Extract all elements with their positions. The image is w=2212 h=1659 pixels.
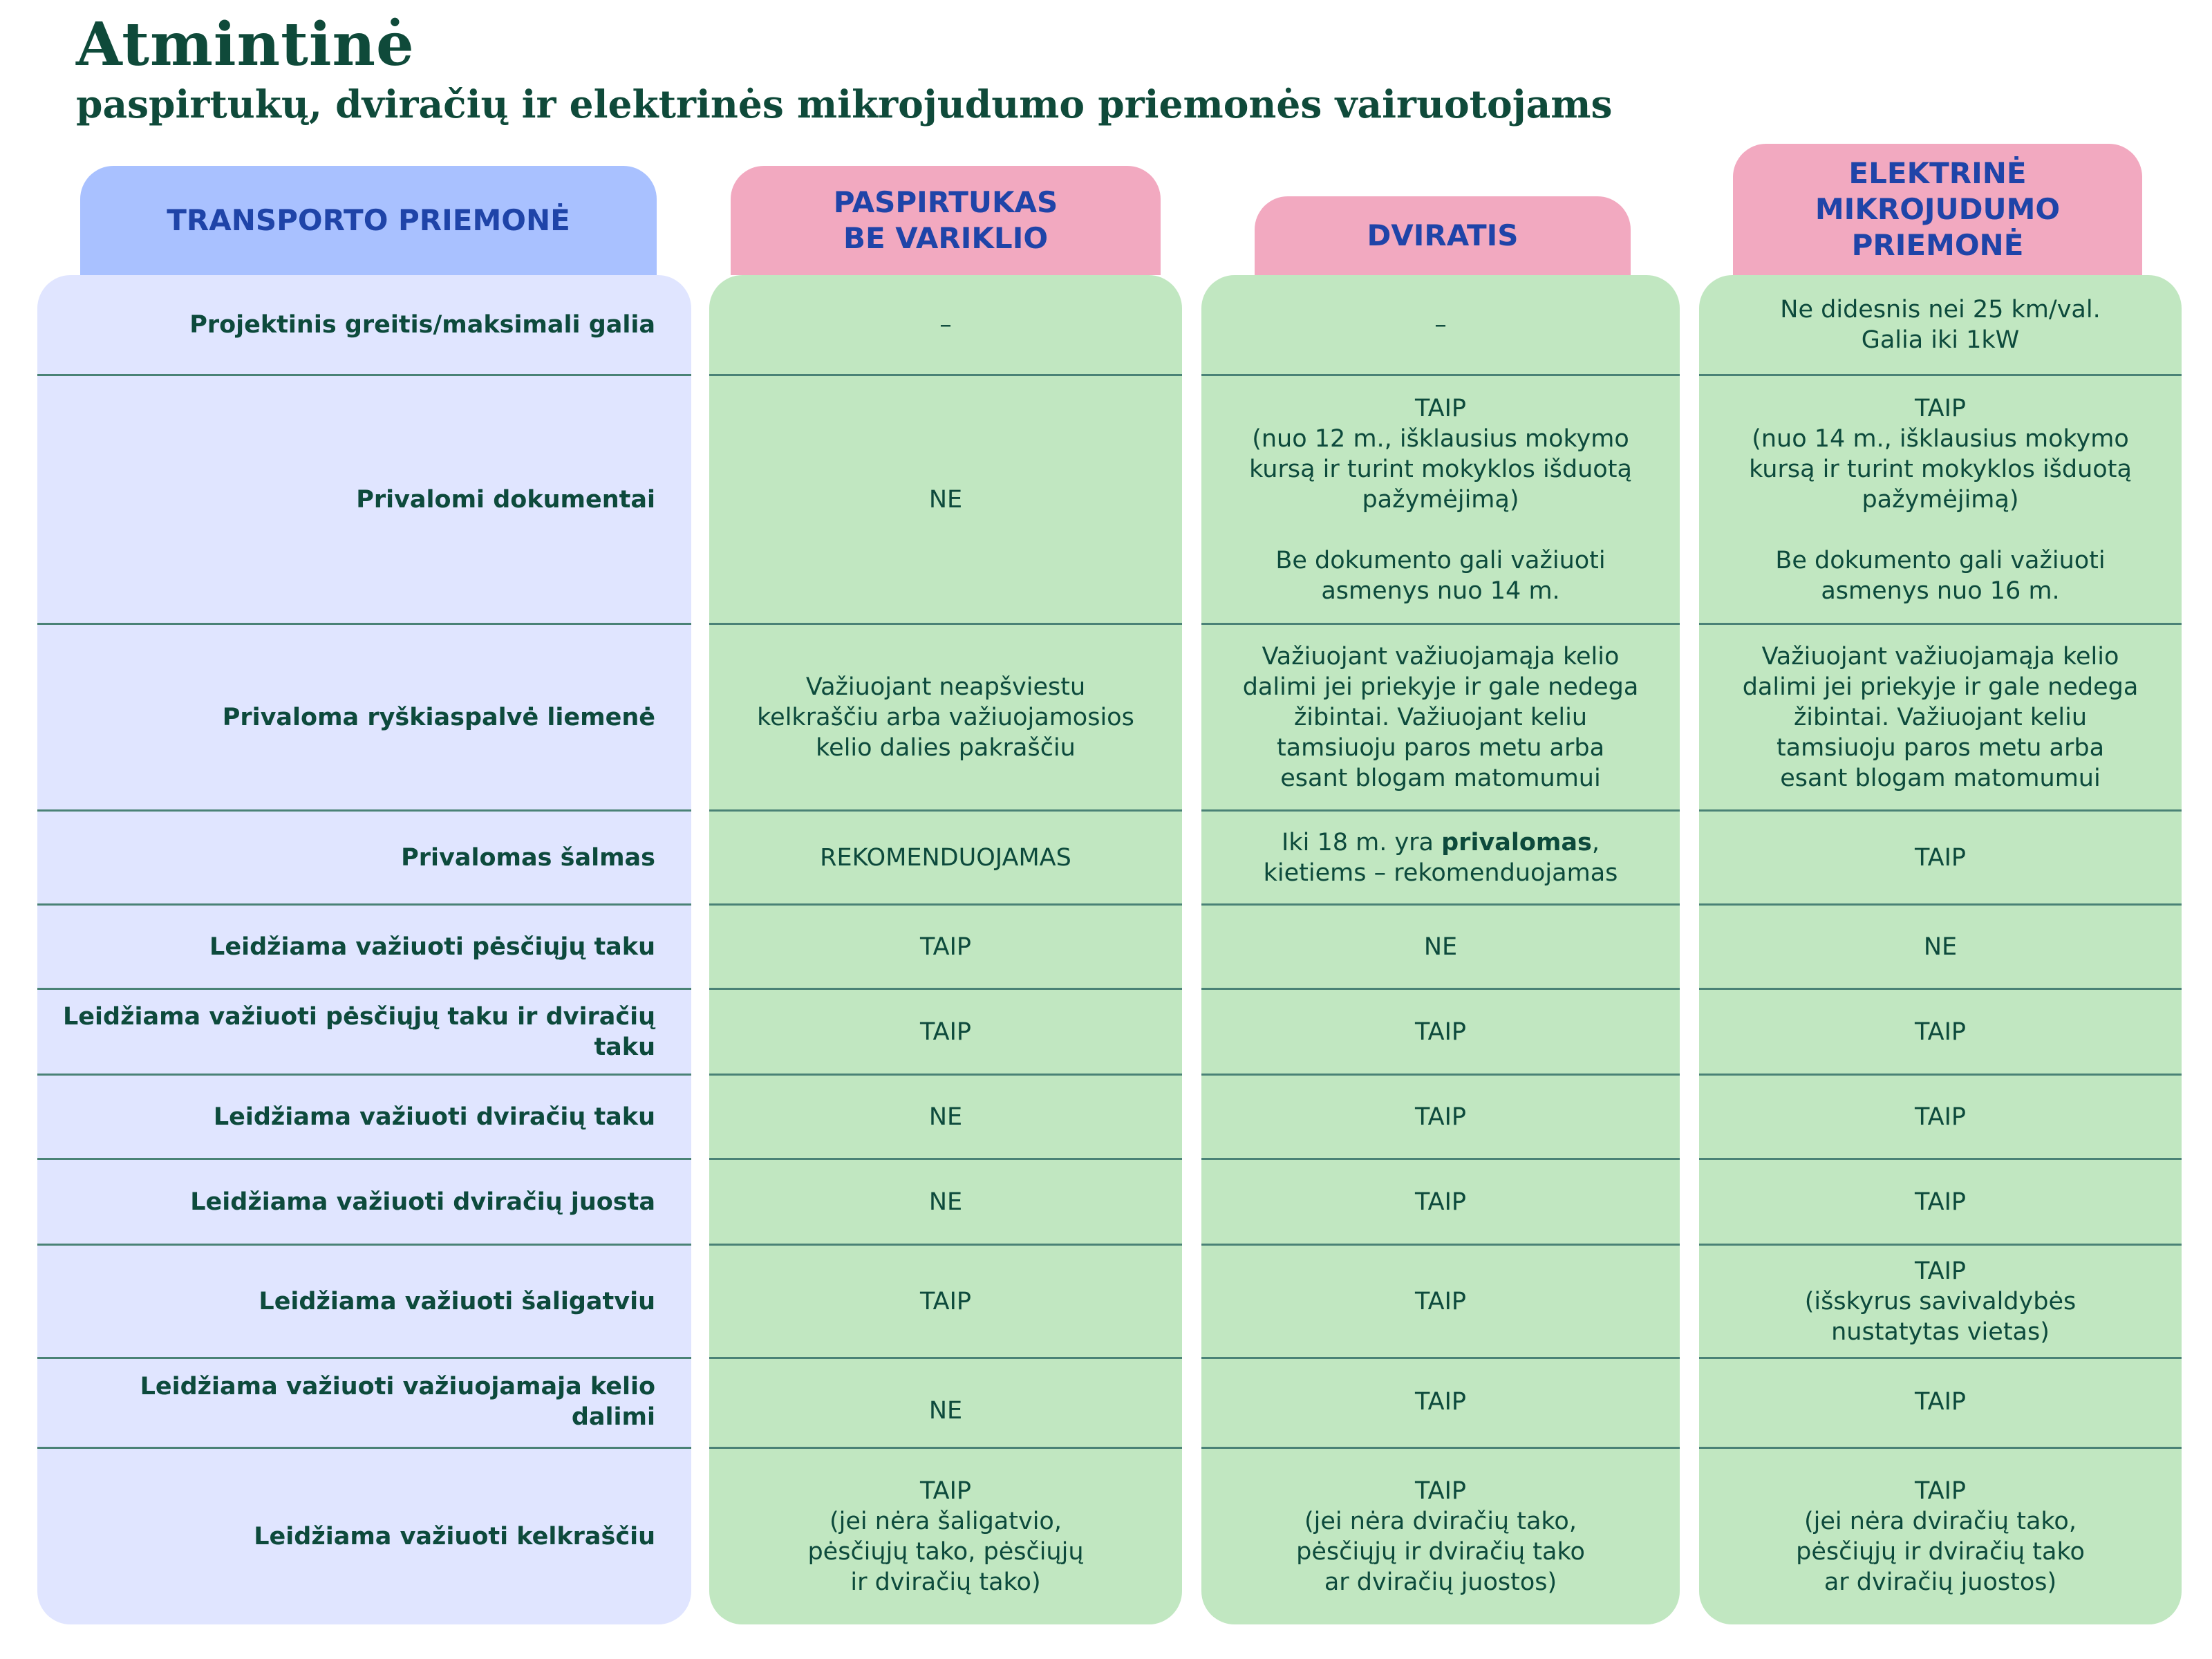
bicycle-column <box>1201 275 1680 1624</box>
cell-scooter-pedestrian-path: TAIP <box>919 933 972 961</box>
cell-scooter-vest: Važiuojant neapšviestu kelkraščiu arba važiuojamosios kelio dalies pakraščiu <box>757 673 1134 762</box>
header-transport: TRANSPORTO PRIEMONĖ <box>80 166 657 275</box>
header-electric-device: ELEKTRINĖ MIKROJUDUMO PRIEMONĖ <box>1733 144 2142 275</box>
cell-electric-bike-path: TAIP <box>1914 1103 1967 1131</box>
header-scooter: PASPIRTUKAS BE VARIKLIO <box>731 166 1161 275</box>
cell-bicycle-shoulder: TAIP (jei nėra dviračių tako, pėsčiųjų ir dviračių tako ar dviračių juostos) <box>1296 1477 1585 1596</box>
helmet-text-suffix: , kietiems – rekomenduojamas <box>1263 829 1618 887</box>
cell-scooter-bike-path: NE <box>928 1103 963 1131</box>
cell-scooter-shared-path: TAIP <box>919 1018 972 1046</box>
cell-bicycle-speed: – <box>1434 311 1447 339</box>
cell-bicycle-bike-lane: TAIP <box>1414 1188 1467 1216</box>
row-label-shoulder: Leidžiama važiuoti kelkraščiu <box>254 1523 655 1550</box>
cell-bicycle-bike-path: TAIP <box>1414 1103 1467 1131</box>
cell-bicycle-sidewalk: TAIP <box>1414 1288 1467 1315</box>
helmet-text-required: privalomas <box>1441 829 1592 856</box>
cell-scooter-bike-lane: NE <box>928 1188 963 1216</box>
cell-electric-documents: TAIP (nuo 14 m., išklausius mokymo kursą ir turint mokyklos išduotą pažymėjimą) Be dokumento gali važiuoti asmenys nuo 16 m. <box>1749 395 2132 605</box>
label-column <box>37 275 691 1624</box>
cell-electric-helmet: TAIP <box>1914 844 1967 872</box>
cell-scooter-roadway: NE <box>928 1397 963 1425</box>
row-label-bike-path: Leidžiama važiuoti dviračių taku <box>213 1103 655 1131</box>
cell-electric-vest: Važiuojant važiuojamąja kelio dalimi jei priekyje ir gale nedega žibintai. Važiuojant keliu tamsiuoju paros metu arba esant blogam matomumui <box>1742 643 2139 792</box>
row-label-shared-path: Leidžiama važiuoti pėsčiųjų taku ir dviračių taku <box>63 1003 655 1061</box>
cell-electric-shared-path: TAIP <box>1914 1018 1967 1046</box>
scooter-column <box>709 275 1182 1624</box>
cell-bicycle-pedestrian-path: NE <box>1423 933 1458 961</box>
row-label-helmet: Privalomas šalmas <box>401 844 655 872</box>
cell-electric-pedestrian-path: NE <box>1923 933 1958 961</box>
page-subtitle: paspirtukų, dviračių ir elektrinės mikrojudumo priemonės vairuotojams <box>76 82 1613 126</box>
row-label-speed: Projektinis greitis/maksimali galia <box>189 311 655 339</box>
row-label-bike-lane: Leidžiama važiuoti dviračių juosta <box>190 1188 655 1216</box>
row-label-documents: Privalomi dokumentai <box>356 486 655 514</box>
page-title: Atmintinė <box>76 10 415 79</box>
cell-scooter-documents: NE <box>928 486 963 514</box>
cell-electric-speed: Ne didesnis nei 25 km/val. Galia iki 1kW <box>1780 296 2101 354</box>
cell-electric-roadway: TAIP <box>1914 1388 1967 1416</box>
header-bicycle: DVIRATIS <box>1255 196 1631 275</box>
cell-bicycle-shared-path: TAIP <box>1414 1018 1467 1046</box>
cell-scooter-sidewalk: TAIP <box>919 1288 972 1315</box>
cell-electric-shoulder: TAIP (jei nėra dviračių tako, pėsčiųjų ir dviračių tako ar dviračių juostos) <box>1796 1477 2085 1596</box>
cell-bicycle-documents: TAIP (nuo 12 m., išklausius mokymo kursą ir turint mokyklos išduotą pažymėjimą) Be dokumento gali važiuoti asmenys nuo 14 m. <box>1249 395 1632 605</box>
cell-scooter-speed: – <box>939 311 952 339</box>
cell-scooter-shoulder: TAIP (jei nėra šaligatvio, pėsčiųjų tako, pėsčiųjų ir dviračių tako) <box>807 1477 1084 1596</box>
cell-bicycle-helmet <box>1201 812 1680 904</box>
row-label-sidewalk: Leidžiama važiuoti šaligatviu <box>259 1288 655 1315</box>
cell-electric-bike-lane: TAIP <box>1914 1188 1967 1216</box>
row-label-vest: Privaloma ryškiaspalvė liemenė <box>222 704 655 731</box>
cell-electric-sidewalk: TAIP (išskyrus savivaldybės nustatytas vietas) <box>1804 1257 2077 1346</box>
helmet-text-prefix: Iki 18 m. yra <box>1282 829 1442 856</box>
cell-scooter-helmet: REKOMENDUOJAMAS <box>820 844 1071 872</box>
row-label-roadway: Leidžiama važiuoti važiuojamaja kelio dalimi <box>140 1373 655 1431</box>
cell-bicycle-vest: Važiuojant važiuojamąja kelio dalimi jei priekyje ir gale nedega žibintai. Važiuojant keliu tamsiuoju paros metu arba esant blogam matomumui <box>1242 643 1639 792</box>
electric-device-column <box>1699 275 2182 1624</box>
row-label-pedestrian-path: Leidžiama važiuoti pėsčiųjų taku <box>209 933 655 961</box>
cell-bicycle-roadway: TAIP <box>1414 1388 1467 1416</box>
